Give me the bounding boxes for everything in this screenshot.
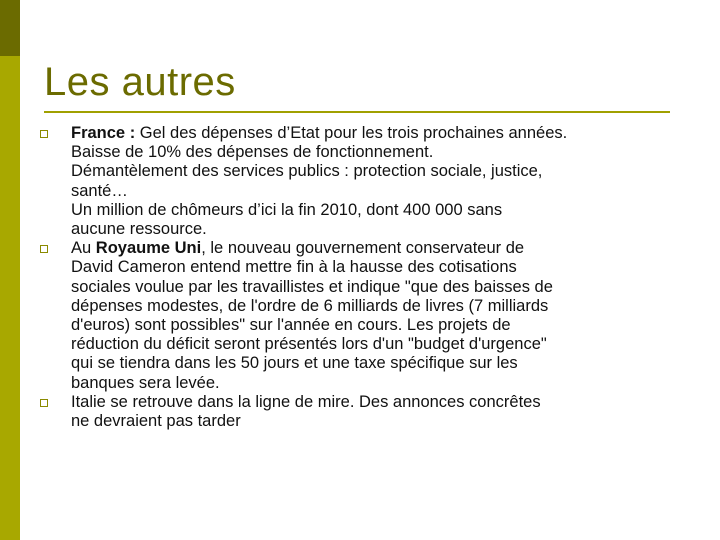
sidebar-accent-bar: [0, 0, 20, 540]
bullet-line: d'euros) sont possibles" sur l'année en cours. Les projets de: [71, 316, 511, 335]
bullet-item-france: [40, 124, 680, 239]
bullet-text: Au: [71, 239, 96, 258]
square-bullet-icon: [40, 399, 48, 407]
sidebar-dark-segment: [0, 0, 20, 56]
bullet-text: Gel des dépenses d’Etat pour les trois prochaines années.: [135, 124, 568, 142]
bullet-line: santé…: [71, 181, 128, 200]
bullet-line: qui se tiendra dans les 50 jours et une taxe spécifique sur les: [71, 354, 518, 373]
title-divider: [44, 111, 670, 113]
bold-label: Royaume Uni: [95, 239, 202, 258]
bullet-line: banques sera levée.: [71, 373, 220, 392]
bullet-line: Italie se retrouve dans la ligne de mire. Des annonces concrêtes: [71, 392, 541, 411]
bullet-line: Démantèlement des services publics : protection sociale, justice,: [71, 162, 543, 181]
bullet-line: dépenses modestes, de l'ordre de 6 milliards de livres (7 milliards: [71, 296, 549, 315]
slide-title: Les autres: [44, 60, 236, 104]
bullet-line: [71, 239, 680, 258]
bullet-item-royaume-uni: [40, 239, 680, 393]
bullet-line: réduction du déficit seront présentés lors d'un "budget d'urgence": [71, 335, 547, 354]
bullet-list: [40, 124, 680, 431]
bullet-line: sociales voulue par les travaillistes et indique "que des baisses de: [71, 277, 553, 296]
bullet-line: ne devraient pas tarder: [71, 412, 241, 431]
bullet-text: , le nouveau gouvernement conservateur de: [201, 239, 525, 258]
bullet-line: [71, 124, 680, 143]
square-bullet-icon: [40, 130, 48, 138]
square-bullet-icon: [40, 245, 48, 253]
bullet-line: Baisse de 10% des dépenses de fonctionnement.: [71, 143, 434, 162]
bullet-line: aucune ressource.: [71, 220, 207, 239]
bullet-item-italie: [40, 393, 680, 431]
bold-label: France :: [71, 124, 136, 142]
bullet-line: Un million de chômeurs d’ici la fin 2010, dont 400 000 sans: [71, 200, 503, 219]
bullet-line: David Cameron entend mettre fin à la hausse des cotisations: [71, 258, 517, 277]
sidebar-light-segment: [0, 56, 20, 540]
